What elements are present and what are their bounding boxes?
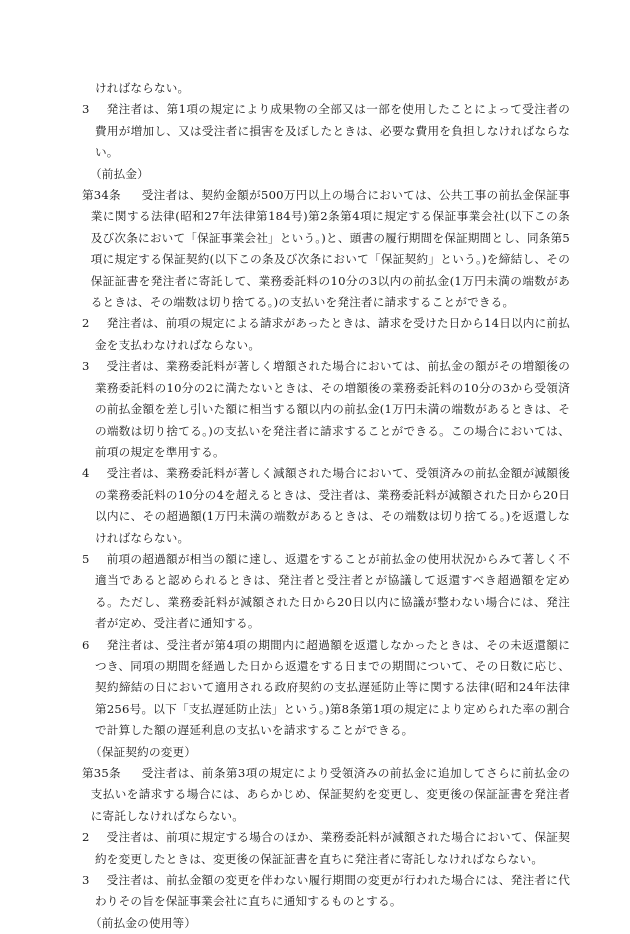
clause-number: 3: [82, 359, 90, 374]
document-page: [82, 78, 570, 934]
clause-text: 受注者は、前払金額の変更を伴わない履行期間の変更が行われた場合には、発注者に代わりその旨を保証事業会社に直ちに通知するものとする。: [95, 873, 570, 909]
article-caption: （保証契約の変更）: [90, 744, 197, 759]
article-34: [82, 185, 570, 313]
clause-text: 発注者は、受注者が第4項の期間内に超過額を返還しなかったときは、その未返還額につき、同項の期間を経過した日から返還をする日までの期間について、その日数に応じ、契約締結の日において適用される政府契約の支払遅延防止等に関する法律(昭和24年法律第256号。以下「支払遅延防止法」という。)第8条第1項の規定により定められた率の割合で計算した額の遅延利息の支払いを請求することができる。: [95, 637, 570, 738]
article-number: 第34条: [82, 188, 121, 203]
clause-text: 発注者は、第1項の規定により成果物の全部又は一部を使用したことによって受注者の費用が増加し、又は受注者に損害を及ぼしたときは、必要な費用を負担しなければならない。: [95, 102, 570, 160]
clause-item: [82, 313, 570, 356]
clause-number: 3: [82, 102, 90, 117]
clause-item: [82, 463, 570, 549]
clause-number: 6: [82, 637, 90, 652]
clause-number: 3: [82, 873, 90, 888]
clause-item: [82, 870, 570, 913]
article-text: 受注者は、前条第3項の規定により受領済みの前払金に追加してさらに前払金の支払いを請求する場合には、あらかじめ、保証契約を変更し、変更後の保証証書を発注者に寄託しなければならない。: [90, 766, 570, 823]
clause-text: 受注者は、業務委託料が著しく増額された場合においては、前払金の額がその増額後の業務委託料の10分の2に満たないときは、その増額後の業務委託料の10分の3から受領済の前払金額を差し引いた額に相当する額以内の前払金(1万円未満の端数があるときは、その端数は切り捨てる。)の支払いを発注者に請求することができる。この場合においては、前項の規定を準用する。: [95, 359, 570, 459]
clause-item: [82, 549, 570, 635]
clause-item: [82, 99, 570, 163]
clause-number: 2: [82, 830, 90, 845]
article-35: [82, 763, 570, 827]
clause-text: 受注者は、前項に規定する場合のほか、業務委託料が減額された場合において、保証契約を変更したときは、変更後の保証証書を直ちに発注者に寄託しなければならない。: [95, 830, 570, 866]
article-caption: （前払金の使用等）: [90, 915, 197, 930]
clause-text: 発注者は、前項の規定による請求があったときは、請求を受けた日から14日以内に前払金を支払わなければならない。: [95, 316, 570, 352]
clause-item: [82, 827, 570, 870]
clause-text: 受注者は、業務委託料が著しく減額された場合において、受領済みの前払金額が減額後の業務委託料の10分の4を超えるときは、受注者は、業務委託料が減額された日から20日以内に、その超過額(1万円未満の端数があるときは、その端数は切り捨てる。)を返還しなければならない。: [95, 466, 570, 545]
clause-number: 5: [82, 551, 90, 566]
clause-item: [82, 635, 570, 742]
article-number: 第35条: [82, 766, 121, 780]
continued-text: ければならない。: [95, 81, 190, 95]
article-text: 受注者は、契約金額が500万円以上の場合においては、公共工事の前払金保証事業に関する法律(昭和27年法律第184号)第2条第4項に規定する保証事業会社(以下この条及び次条において「保証事業会社」という。)と、頭書の履行期間を保証期間とし、同条第5項に規定する保証契約(以下この条及び次条において「保証契約」という。)を締結し、その保証証書を発注者に寄託して、業務委託料の10分の3以内の前払金(1万円未満の端数があるときは、その端数は切り捨てる。)の支払いを発注者に請求することができる。: [90, 188, 570, 310]
article-caption: （前払金）: [90, 166, 149, 181]
clause-item: [82, 356, 570, 463]
clause-number: 4: [82, 466, 90, 481]
clause-number: 2: [82, 316, 90, 331]
clause-text: 前項の超過額が相当の額に達し、返還をすることが前払金の使用状況からみて著しく不適当であると認められるときは、発注者と受注者とが協議して返還すべき超過額を定める。ただし、業務委託料が減額された日から20日以内に協議が整わない場合には、発注者が定め、受注者に通知する。: [95, 551, 570, 631]
